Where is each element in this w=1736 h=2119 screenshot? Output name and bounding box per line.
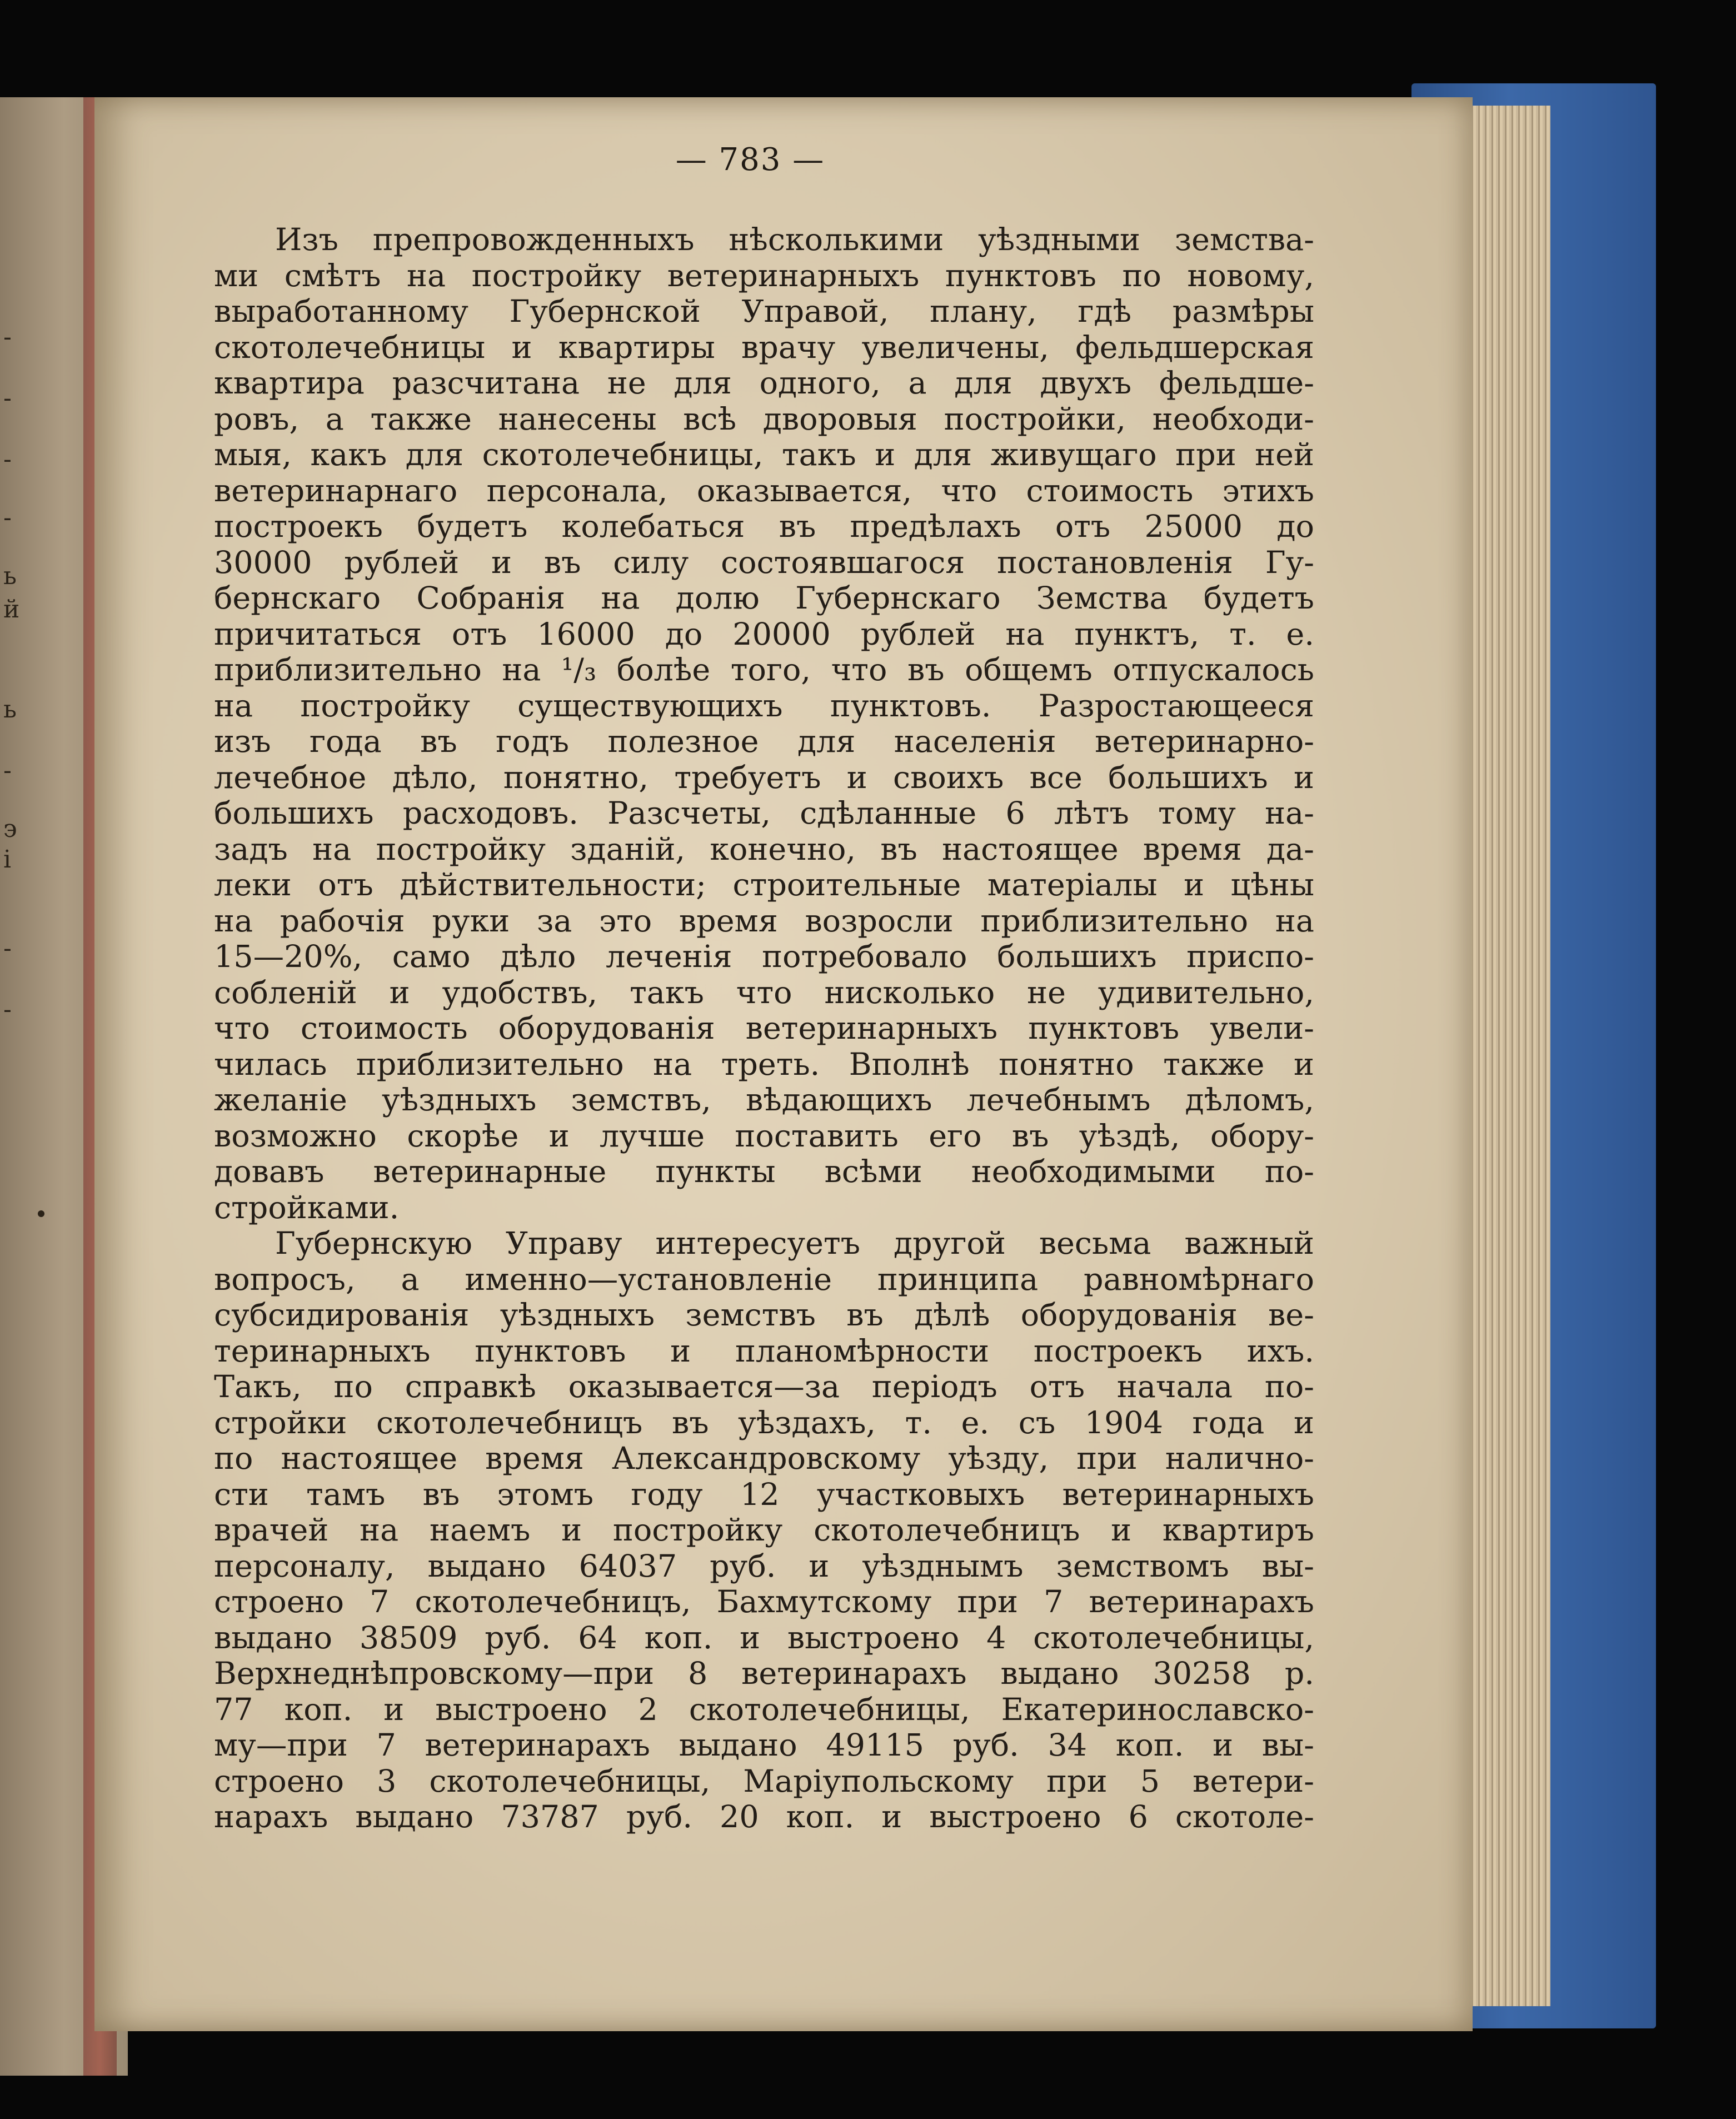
text-line: строено 7 скотолечебницъ, Бахмутскому при 7 ветеринарахъ bbox=[214, 1584, 1314, 1620]
text-line: задъ на постройку зданій, конечно, въ настоящее время да- bbox=[214, 831, 1314, 867]
text-line: теринарныхъ пунктовъ и планомѣрности построекъ ихъ. bbox=[214, 1333, 1314, 1369]
margin-dot bbox=[38, 1210, 44, 1217]
text-line: субсидированія уѣздныхъ земствъ въ дѣлѣ оборудованія ве- bbox=[214, 1297, 1314, 1333]
margin-mark: ь bbox=[3, 562, 17, 590]
text-line: ми смѣтъ на постройку ветеринарныхъ пунктовъ по новому, bbox=[214, 257, 1314, 294]
text-line: возможно скорѣе и лучше поставить его въ уѣздѣ, обору- bbox=[214, 1118, 1314, 1154]
text-line: желаніе уѣздныхъ земствъ, вѣдающихъ лечебнымъ дѣломъ, bbox=[214, 1082, 1314, 1118]
text-line: нарахъ выдано 73787 руб. 20 коп. и выстроено 6 скотоле- bbox=[214, 1799, 1314, 1835]
text-line: выработанному Губернской Управой, плану, гдѣ размѣры bbox=[214, 293, 1314, 330]
text-line: выдано 38509 руб. 64 коп. и выстроено 4 скотолечебницы, bbox=[214, 1619, 1314, 1656]
text-line: на рабочія руки за это время возросли приблизительно на bbox=[214, 903, 1314, 939]
text-line: Губернскую Управу интересуетъ другой весьма важный bbox=[275, 1225, 1314, 1262]
margin-mark: - bbox=[3, 934, 12, 963]
page-number: — 783 — bbox=[675, 142, 825, 178]
text-line: Верхнеднѣпровскому—при 8 ветеринарахъ выдано 30258 р. bbox=[214, 1656, 1314, 1692]
text-line: персоналу, выдано 64037 руб. и уѣзднымъ земствомъ вы- bbox=[214, 1548, 1314, 1584]
text-line: стройки скотолечебницъ въ уѣздахъ, т. е. съ 1904 года и bbox=[214, 1404, 1314, 1441]
text-line: строено 3 скотолечебницы, Маріупольскому при 5 ветери- bbox=[214, 1763, 1314, 1799]
text-line: врачей на наемъ и постройку скотолечебницъ и квартиръ bbox=[214, 1512, 1314, 1548]
text-line: что стоимость оборудованія ветеринарныхъ пунктовъ увели- bbox=[214, 1010, 1314, 1046]
text-line: собленій и удобствъ, такъ что нисколько не удивительно, bbox=[214, 974, 1314, 1011]
previous-page-margin-marks bbox=[0, 308, 22, 1420]
margin-mark: й bbox=[3, 595, 20, 624]
text-line: чилась приблизительно на треть. Вполнѣ понятно также и bbox=[214, 1046, 1314, 1083]
margin-mark: - bbox=[3, 323, 12, 351]
text-line: леки отъ дѣйствительности; строительные матеріалы и цѣны bbox=[214, 867, 1314, 903]
text-line: причитаться отъ 16000 до 20000 рублей на пунктъ, т. е. bbox=[214, 616, 1314, 652]
text-line: по настоящее время Александровскому уѣзду, при наличнo- bbox=[214, 1440, 1314, 1477]
text-line: му—при 7 ветеринарахъ выдано 49115 руб. 34 коп. и вы- bbox=[214, 1727, 1314, 1763]
margin-mark: ь bbox=[3, 695, 17, 724]
text-line: ветеринарнаго персонала, оказывается, что стоимость этихъ bbox=[214, 472, 1314, 509]
text-line: изъ года въ годъ полезное для населенія ветеринарно- bbox=[214, 724, 1314, 760]
text-line: на постройку существующихъ пунктовъ. Разростающееся bbox=[214, 687, 1314, 724]
text-line: Такъ, по справкѣ оказывается—за періодъ отъ начала по- bbox=[214, 1369, 1314, 1405]
margin-mark: і bbox=[3, 845, 12, 874]
margin-mark: - bbox=[3, 384, 12, 412]
text-line: квартира разсчитана не для одного, а для двухъ фельдше- bbox=[214, 365, 1314, 401]
text-line: довавъ ветеринарные пункты всѣми необходимыми по- bbox=[214, 1154, 1314, 1190]
text-line: стройками. bbox=[214, 1189, 400, 1226]
text-line: построекъ будетъ колебаться въ предѣлахъ отъ 25000 до bbox=[214, 508, 1314, 545]
text-line: сти тамъ въ этомъ году 12 участковыхъ ветеринарныхъ bbox=[214, 1476, 1314, 1513]
margin-mark: э bbox=[3, 815, 17, 843]
text-line: приблизительно на ¹/₃ болѣе того, что въ общемъ отпускалось bbox=[214, 652, 1314, 688]
text-line: вопросъ, а именно—установленіе принципа равномѣрнаго bbox=[214, 1261, 1314, 1298]
text-line: большихъ расходовъ. Разсчеты, сдѣланные 6 лѣтъ тому на- bbox=[214, 795, 1314, 831]
text-line: Изъ препровожденныхъ нѣсколькими уѣздными земства- bbox=[275, 222, 1314, 258]
text-line: мыя, какъ для скотолечебницы, такъ и для живущаго при ней bbox=[214, 437, 1314, 473]
margin-mark: - bbox=[3, 756, 12, 785]
text-line: бернскаго Собранія на долю Губернскаго Земства будетъ bbox=[214, 580, 1314, 616]
text-line: 15—20%, само дѣло леченія потребовало большихъ приспо- bbox=[214, 939, 1314, 975]
text-line: лечебное дѣло, понятно, требуетъ и своихъ все большихъ и bbox=[214, 759, 1314, 796]
margin-mark: - bbox=[3, 445, 12, 473]
margin-mark: - bbox=[3, 503, 12, 532]
margin-mark: - bbox=[3, 995, 12, 1024]
text-line: скотолечебницы и квартиры врачу увеличены, фельдшерская bbox=[214, 329, 1314, 366]
page-body-text bbox=[214, 222, 1314, 1836]
text-line: 77 коп. и выстроено 2 скотолечебницы, Екатеринославско- bbox=[214, 1691, 1314, 1728]
text-line: ровъ, а также нанесены всѣ дворовыя постройки, необходи- bbox=[214, 401, 1314, 437]
text-line: 30000 рублей и въ силу состоявшагося постановленія Гу- bbox=[214, 544, 1314, 581]
